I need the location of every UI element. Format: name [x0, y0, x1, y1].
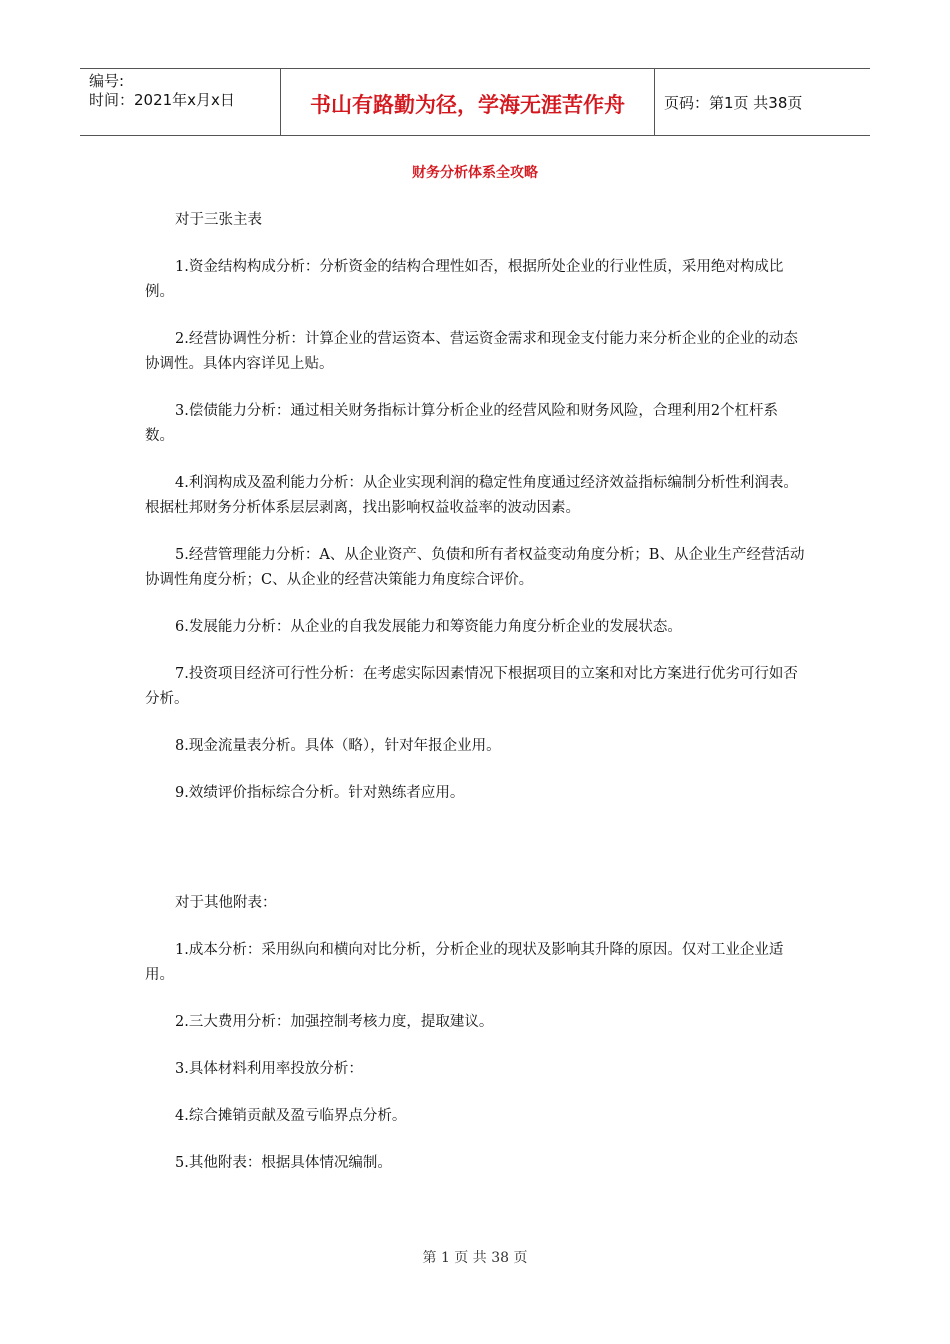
- list-item: 4.利润构成及盈利能力分析：从企业实现利润的稳定性角度通过经济效益指标编制分析性利润表。根据杜邦财务分析体系层层剥离，找出影响权益收益率的波动因素。: [145, 475, 798, 516]
- page-footer: 第 1 页 共 38 页: [422, 1250, 528, 1266]
- header-motto-cell: [281, 69, 655, 135]
- list-item: 2.三大费用分析：加强控制考核力度，提取建议。: [175, 1014, 494, 1030]
- number-label: 编号:: [89, 72, 125, 90]
- document-body: [145, 208, 805, 1198]
- list-item: 1.资金结构构成分析：分析资金的结构合理性如否，根据所处企业的行业性质，采用绝对构成比例。: [145, 259, 784, 300]
- list-item: 7.投资项目经济可行性分析：在考虑实际因素情况下根据项目的立案和对比方案进行优劣可行如否分析。: [145, 666, 798, 707]
- section-spacer: [145, 828, 805, 891]
- list-item: 2.经营协调性分析：计算企业的营运资本、营运资金需求和现金支付能力来分析企业的企业的动态协调性。具体内容详见上贴。: [145, 331, 798, 372]
- list-item: 4.综合摊销贡献及盈亏临界点分析。: [175, 1108, 407, 1124]
- section-heading: 对于其他附表：: [175, 895, 277, 911]
- list-item: 3.具体材料利用率投放分析：: [175, 1061, 363, 1077]
- list-item: 5.经营管理能力分析：A、从企业资产、负债和所有者权益变动角度分析；B、从企业生产经营活动协调性角度分析；C、从企业的经营决策能力角度综合评价。: [145, 547, 805, 588]
- header-table: [80, 68, 870, 136]
- list-item: 9.效绩评价指标综合分析。针对熟练者应用。: [175, 785, 465, 801]
- list-item: 8.现金流量表分析。具体（略），针对年报企业用。: [175, 738, 501, 754]
- page-info: 页码：第1页 共38页: [664, 93, 803, 112]
- header-page-cell: [655, 69, 870, 135]
- motto-text: 书山有路勤为径，学海无涯苦作舟: [310, 93, 625, 117]
- section-heading: 对于三张主表: [175, 212, 262, 228]
- list-item: 3.偿债能力分析：通过相关财务指标计算分析企业的经营风险和财务风险，合理利用2个杠杆系数。: [145, 403, 779, 444]
- header-meta-cell: [80, 69, 281, 135]
- list-item: 5.其他附表：根据具体情况编制。: [175, 1155, 392, 1171]
- list-item: 1.成本分析：采用纵向和横向对比分析，分析企业的现状及影响其升降的原因。仅对工业企业适用。: [145, 942, 784, 983]
- time-label: 时间：2021年x月x日: [89, 91, 235, 109]
- document-title: 财务分析体系全攻略: [412, 165, 538, 181]
- list-item: 6.发展能力分析：从企业的自我发展能力和筹资能力角度分析企业的发展状态。: [175, 619, 682, 635]
